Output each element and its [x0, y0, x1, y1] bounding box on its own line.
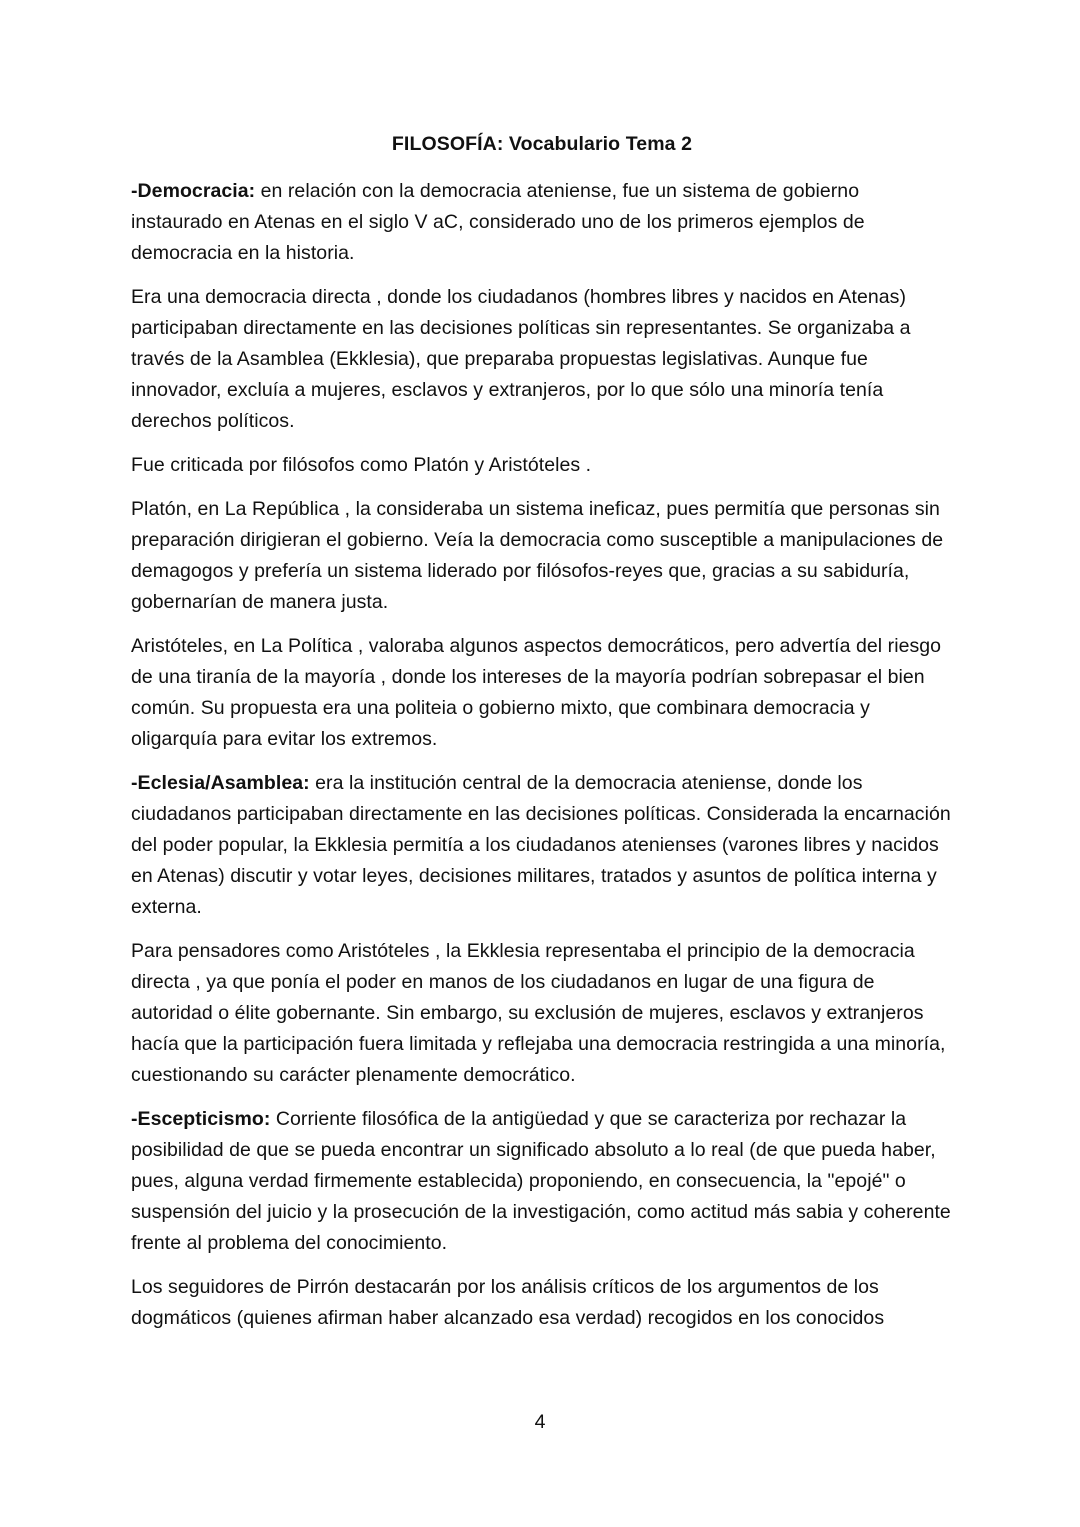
paragraph-text: Para pensadores como Aristóteles , la Ekklesia representaba el principio de la democracia directa , ya que ponía el poder en manos de los ciudadanos en lugar de una figura de autoridad o élite gobernante. Sin embargo, su exclusión de mujeres, esclavos y extranjeros hacía que la participación fuera limitada y reflejaba una democracia restringida a una minoría, cuestionando su carácter plenamente democrático.: [131, 940, 946, 1086]
paragraph-text: Aristóteles, en La Política , valoraba algunos aspectos democráticos, pero advertía del riesgo de una tiranía de la mayoría , donde los intereses de la mayoría podrían sobrepasar el bien común. Su propuesta era una politeia o gobierno mixto, que combinara democracia y oligarquía para evitar los extremos.: [131, 635, 942, 750]
page-number: 4: [534, 1411, 546, 1433]
paragraph-text: era la institución central de la democracia ateniense, donde los ciudadanos participaban directamente en las decisiones políticas. Considerada la encarnación del poder popular, la Ekklesia permitía a los ciudadanos atenienses (varones libres y nacidos en Atenas) discutir y votar leyes, decisiones militares, tratados y asuntos de política interna y externa.: [131, 772, 951, 918]
paragraph-text: Corriente filosófica de la antigüedad y que se caracteriza por rechazar la posibilidad de que se pueda encontrar un significado absoluto a lo real (de que pueda haber, pues, alguna verdad firmemente establecida) proponiendo, en consecuencia, la "epojé" o suspensión del juicio y la prosecución de la investigación, como actitud más sabia y coherente frente al problema del conocimiento.: [131, 1108, 951, 1254]
paragraph-pirron: [131, 1272, 953, 1334]
paragraph-text: en relación con la democracia ateniense, fue un sistema de gobierno instaurado en Atenas en el siglo V aC, considerado uno de los primeros ejemplos de democracia en la historia.: [131, 180, 865, 264]
paragraph-text: Fue criticada por filósofos como Platón y Aristóteles .: [131, 454, 592, 476]
paragraph-text: Era una democracia directa , donde los ciudadanos (hombres libres y nacidos en Atenas) participaban directamente en las decisiones políticas sin representantes. Se organizaba a través de la Asamblea (Ekklesia), que preparaba propuestas legislativas. Aunque fue innovador, excluía a mujeres, esclavos y extranjeros, por lo que sólo una minoría tenía derechos políticos.: [131, 286, 911, 432]
paragraph-democracia-directa: [131, 282, 953, 437]
term-eclesia: -Eclesia/Asamblea:: [131, 772, 310, 794]
paragraph-escepticismo: [131, 1104, 953, 1259]
term-escepticismo: -Escepticismo:: [131, 1108, 271, 1130]
paragraph-democracia: [131, 176, 953, 269]
document-title: FILOSOFÍA: Vocabulario Tema 2: [391, 133, 693, 155]
term-democracia: -Democracia:: [131, 180, 256, 202]
paragraph-platon: [131, 494, 953, 618]
paragraph-eclesia: [131, 768, 953, 923]
paragraph-text: Los seguidores de Pirrón destacarán por los análisis críticos de los argumentos de los dogmáticos (quienes afirman haber alcanzado esa verdad) recogidos en los conocidos: [131, 1276, 885, 1329]
paragraph-ekklesia-aristoteles: [131, 936, 953, 1091]
paragraph-criticas: [131, 450, 953, 481]
document-page: [131, 130, 953, 1347]
paragraph-text: Platón, en La República , la consideraba un sistema ineficaz, pues permitía que personas sin preparación dirigieran el gobierno. Veía la democracia como susceptible a manipulaciones de demagogos y prefería un sistema liderado por filósofos-reyes que, gracias a su sabiduría, gobernarían de manera justa.: [131, 498, 944, 613]
paragraph-aristoteles: [131, 631, 953, 755]
